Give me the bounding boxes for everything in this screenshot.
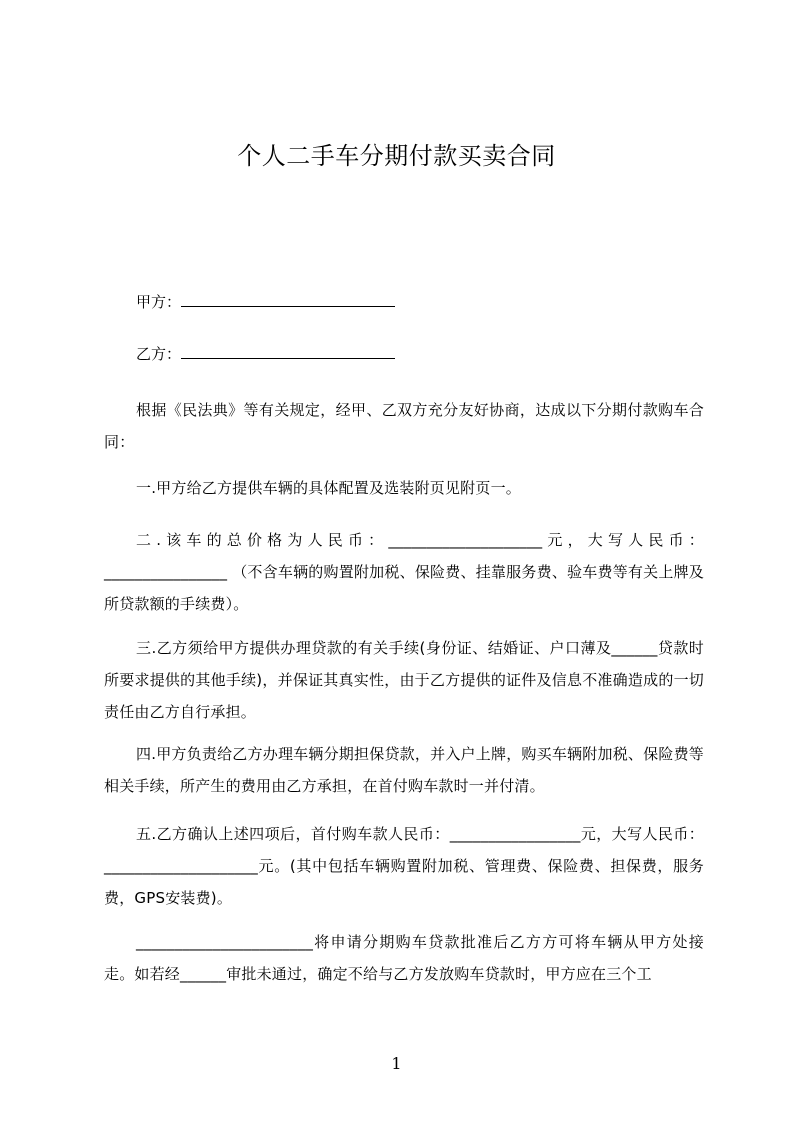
- party-b-label: 乙方：: [136, 345, 182, 363]
- party-a-label: 甲方：: [136, 293, 182, 311]
- page-number: 1: [391, 1054, 402, 1073]
- party-b-line: [136, 342, 395, 366]
- clause-5-paragraph: 五.乙方确认上述四项后，首付购车款人民币：_________________元，大写人民币：____________________元。(其中包括车辆购置附加税、管理费、保险费、担保费，服务费，GPS安装费)。: [104, 825, 704, 907]
- preamble-paragraph: 根据《民法典》等有关规定，经甲、乙双方充分友好协商，达成以下分期付款购车合同：: [104, 401, 704, 451]
- clause-4-paragraph: 四.甲方负责给乙方办理车辆分期担保贷款，并入户上牌，购买车辆附加税、保险费等相关手续，所产生的费用由乙方承担，在首付购车款时一并付清。: [104, 745, 704, 795]
- clause-6-paragraph: _______________________将申请分期购车贷款批准后乙方方可将车辆从甲方处接走。如若经______审批未通过，确定不给与乙方发放购车贷款时，甲方应在三个工: [104, 933, 704, 983]
- clause-3-paragraph: 三.乙方须给甲方提供办理贷款的有关手续(身份证、结婚证、户口薄及______贷款时所要求提供的其他手续)，并保证其真实性，由于乙方提供的证件及信息不准确造成的一切责任由乙方自行承担。: [104, 639, 704, 721]
- party-a-line: [136, 290, 395, 314]
- party-a-blank: [181, 290, 395, 307]
- contract-title: 个人二手车分期付款买卖合同: [237, 142, 556, 170]
- clause-1-paragraph: 一.甲方给乙方提供车辆的具体配置及选装附页见附页一。: [136, 479, 521, 497]
- clause-2-paragraph: 二.该车的总价格为人民币：____________________元，大写人民币：________________ （不含车辆的购置附加税、保险费、挂靠服务费、验车费等有关上牌及所贷款额的手续费）。: [104, 531, 704, 613]
- party-b-blank: [181, 342, 395, 359]
